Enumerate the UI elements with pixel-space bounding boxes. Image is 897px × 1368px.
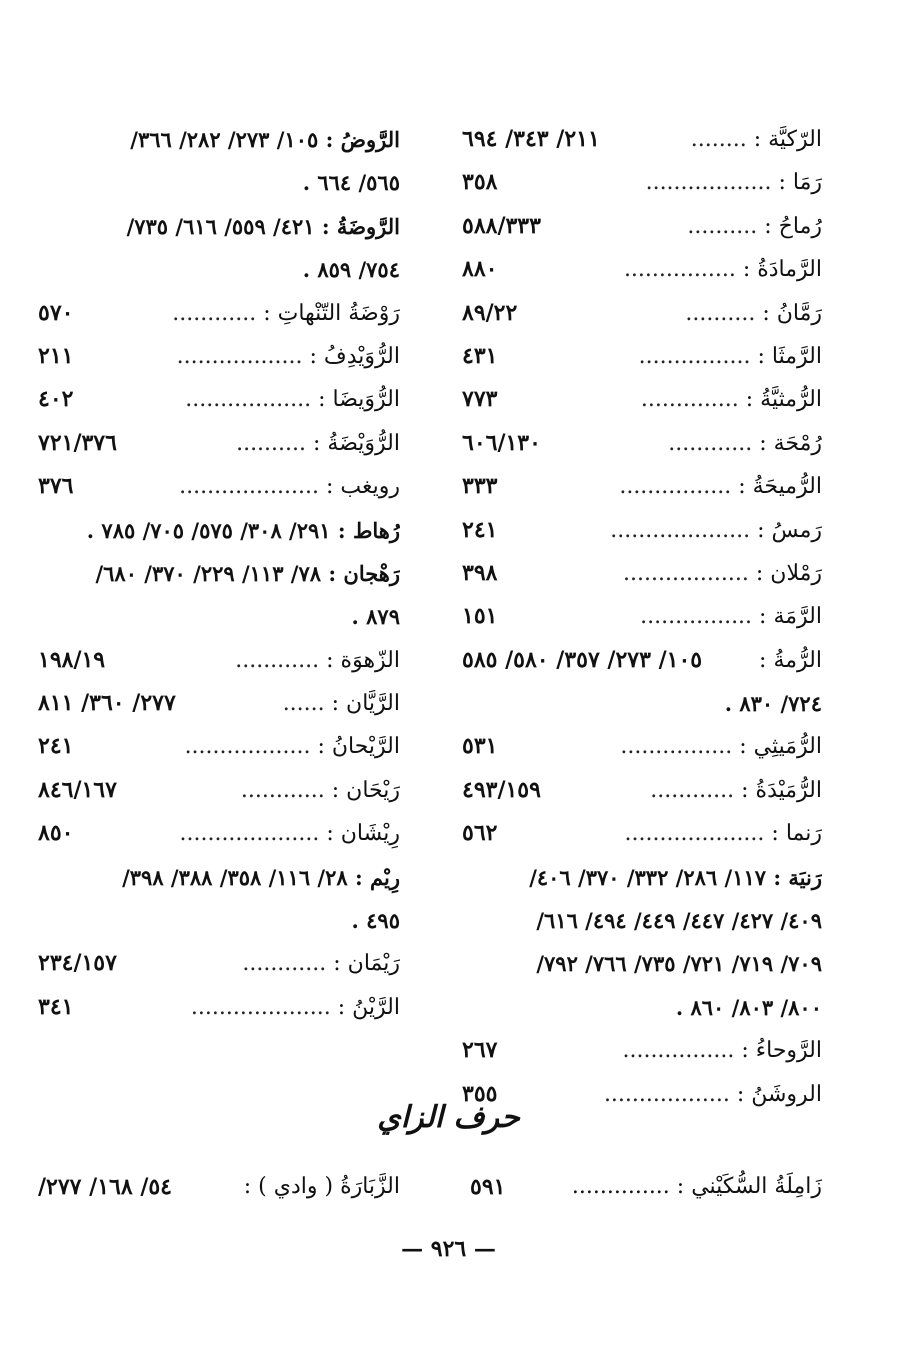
entry-pages: ٢٦٧ [462,1037,498,1064]
entry-name: الرُّوَيْضَةُ : [313,430,400,456]
entry-pages: ٢٣٤/١٥٧ [38,950,117,977]
right-column [462,118,822,1116]
entry-name: رِيْشَان : [326,821,400,847]
index-line [462,118,822,161]
index-line [38,378,400,421]
entry-pages: ٤٠٢ [38,386,74,413]
index-line [38,986,400,1029]
entry-pages: ٢٧٧/ ٣٦٠/ ٨١١ [38,690,176,717]
index-line [38,595,400,638]
entry-text: رَنيَة : ١١٧/ ٢٨٦/ ٣٣٢/ ٣٧٠/ ٤٠٦/ [529,864,822,890]
index-line [462,161,822,204]
entry-pages: ٣٤١ [38,993,74,1020]
entry-text: ٨٠٠/ ٨٠٣/ ٨٦٠ . [675,994,822,1020]
leader-dots: ................ [622,1038,735,1064]
index-line [38,639,400,682]
index-line [38,856,400,899]
index-entry [38,1165,400,1209]
index-line [38,682,400,725]
leader-dots: .......... [236,430,307,456]
entry-pages: ٥٤/ ١٦٨/ ٢٧٧/ [38,1174,172,1200]
entry-pages: ٣٩٨ [462,559,498,586]
entry-name: الزّهوَة : [326,647,400,673]
entry-pages: ٧٧٣ [462,386,498,413]
entry-text: ٧٥٤/ ٨٥٩ . [302,257,400,283]
entry-name: رُمْحَة : [759,430,822,456]
entry-name: الرُّميحَةُ : [738,474,822,500]
entry-pages: ٧٢١/٣٧٦ [38,429,117,456]
entry-pages: ١٩٨/١٩ [38,646,106,673]
entry-name: رَنما : [771,821,822,847]
entry-pages: ٥٨٨/٣٣٣ [462,212,541,239]
entry-text: الرَّوضَةُ : ٤٢١/ ٥٥٩/ ٦١٦/ ٧٣٥/ [126,213,400,239]
index-line [462,639,822,682]
leader-dots: ............ [240,777,325,803]
entry-name: الروشَنُ : [736,1081,822,1107]
index-line [38,205,400,248]
leader-dots: .................... [190,994,331,1020]
entry-text: ٧٢٤/ ٨٣٠ . [724,691,822,717]
entry-pages: ٨٤٦/١٦٧ [38,776,117,803]
entry-name: الرُّمَيْدَةُ : [741,777,822,803]
index-line [462,812,822,855]
index-line [462,378,822,421]
entry-pages: ٢١١ [38,342,74,369]
leader-dots: .................. [603,1081,730,1107]
entry-text: ٤٠٩/ ٤٢٧/ ٤٤٧/ ٤٤٩/ ٤٩٤/ ٦١٦/ [536,908,822,934]
entry-name: رَمسُ : [757,517,822,543]
bottom-entries [38,1165,822,1209]
entry-pages: ٣٧٦ [38,473,74,500]
leader-dots: ............ [172,300,257,326]
leader-dots: ............ [650,777,735,803]
entry-pages: ٢٤١ [462,516,498,543]
index-line [462,899,822,942]
entry-text: ٤٩٥ . [351,908,400,934]
leader-dots: .................... [610,517,751,543]
index-line [462,986,822,1029]
index-line [38,899,400,942]
entry-pages: ٤٣١ [462,342,498,369]
index-line [462,335,822,378]
entry-pages: ٦٠٦/١٣٠ [462,429,541,456]
index-line [38,812,400,855]
index-line [38,118,400,161]
entry-text: ٧٠٩/ ٧١٩/ ٧٢١/ ٧٣٥/ ٧٦٦/ ٧٩٢/ [536,951,822,977]
entry-pages: ٣٥٨ [462,169,498,196]
index-line [38,248,400,291]
index-line [462,509,822,552]
index-line [462,205,822,248]
entry-name: الرَّمَة : [759,604,822,630]
index-line [462,682,822,725]
index-line [38,942,400,985]
index-line [38,465,400,508]
entry-pages: ١٠٥/ ٢٧٣/ ٣٥٧/ ٥٨٠/ ٥٨٥ [462,646,703,673]
index-line [462,725,822,768]
leader-dots: .................... [624,821,765,847]
leader-dots: .................... [179,821,320,847]
leader-dots: ............ [235,647,320,673]
entry-name: الرَّمثَا : [757,343,822,369]
entry-name: الرُّوَيْدِفُ : [309,343,400,369]
entry-name: الرَّيْحانُ : [317,734,400,760]
index-line [462,595,822,638]
leader-dots: .................. [645,170,772,196]
leader-dots: .............. [640,387,739,413]
entry-name: الرُّوَيضَا : [318,387,400,413]
entry-pages: ٢٤١ [38,733,74,760]
index-line [38,161,400,204]
entry-pages: ٣٣٣ [462,473,498,500]
entry-pages: ٣٥٥ [462,1080,498,1107]
index-entry [470,1165,822,1209]
entry-name: الرُّمَيثِي : [739,734,822,760]
entry-name: زَامِلَةُ السُّكَيْني : [676,1174,822,1199]
entry-pages: ٤٩٣/١٥٩ [462,776,541,803]
index-line [38,292,400,335]
leader-dots: .................. [184,734,311,760]
index-line [38,335,400,378]
leader-dots: ........ [690,127,747,152]
entry-text: ٨٧٩ . [351,604,400,630]
entry-text: رِيْم : ٢٨/ ١١٦/ ٣٥٨/ ٣٨٨/ ٣٩٨/ [122,864,400,890]
leader-dots: .................. [185,387,312,413]
entry-pages: ٥٣١ [462,733,498,760]
section-heading: حرف الزاي [377,1100,520,1135]
entry-pages: ١٥١ [462,603,498,630]
left-column [38,118,400,1029]
leader-dots: ............ [242,951,327,977]
entry-name: رَوْضَةُ التّنْهاتِ : [263,300,400,326]
entry-pages: ٨٥٠ [38,820,74,847]
entry-pages: ٥٩١ [470,1174,506,1200]
entry-name: رَيْمَان : [333,951,400,977]
index-line [38,422,400,465]
leader-dots: .................... [179,474,319,500]
index-line [38,725,400,768]
entry-name: الزَّبَارَةُ ( وادي ) : [243,1174,400,1199]
index-line [38,509,400,552]
index-line [462,465,822,508]
index-line [462,552,822,595]
index-line [38,552,400,595]
leader-dots: ...... [282,691,325,717]
leader-dots: .................. [623,560,749,586]
entry-name: رويغب : [326,474,400,500]
leader-dots: ................ [640,604,753,630]
leader-dots: ................ [620,734,733,760]
entry-pages: ٨٩/٢٢ [462,299,518,326]
entry-name: رَيْحَان : [331,777,400,803]
index-line [462,942,822,985]
entry-pages: ٥٦٢ [462,820,498,847]
index-line [462,769,822,812]
entry-name: رَمْلان : [755,560,822,586]
leader-dots: ................ [619,474,732,500]
entry-name: الرَّيَّان : [331,691,400,717]
entry-text: الرَّوضُ : ١٠٥/ ٢٧٣/ ٢٨٢/ ٣٦٦/ [130,127,400,152]
leader-dots: .......... [687,213,758,239]
entry-pages: ٥٧٠ [38,299,74,326]
entry-name: رَمَّانُ : [762,300,822,326]
index-line [462,422,822,465]
index-line [462,856,822,899]
entry-name: الرُّمةُ : [759,647,822,673]
entry-name: الرَّمادَةُ : [742,257,822,283]
leader-dots: .............. [571,1174,670,1199]
leader-dots: ............ [668,430,753,456]
index-line [462,1029,822,1072]
entry-text: رَهْجان : ٧٨/ ١١٣/ ٢٢٩/ ٣٧٠/ ٦٨٠/ [95,560,400,586]
leader-dots: .................. [176,343,303,369]
entry-text: رُهاط : ٢٩١/ ٣٠٨/ ٥٧٥/ ٧٠٥/ ٧٨٥ . [86,517,400,543]
leader-dots: ................ [638,343,751,369]
leader-dots: ................ [623,257,736,283]
entry-name: الرّكيَّة : [753,127,822,152]
index-line [462,292,822,335]
entry-name: رَمَا : [778,170,822,196]
entry-name: الرَّوحاءُ : [741,1038,822,1064]
entry-name: الرَّيْنُ : [337,994,400,1020]
entry-pages: ٢١١/ ٣٤٣/ ٦٩٤ [462,126,600,152]
index-line [38,769,400,812]
entry-pages: ٨٨٠ [462,256,498,283]
entry-text: ٥٦٥/ ٦٦٤ . [302,170,400,196]
entry-name: الرُّمثيَّةُ : [745,387,822,413]
index-line [462,248,822,291]
entry-name: رُماحُ : [764,213,822,239]
leader-dots: .......... [685,300,756,326]
page-number: — ٩٢٦ — [401,1236,496,1262]
